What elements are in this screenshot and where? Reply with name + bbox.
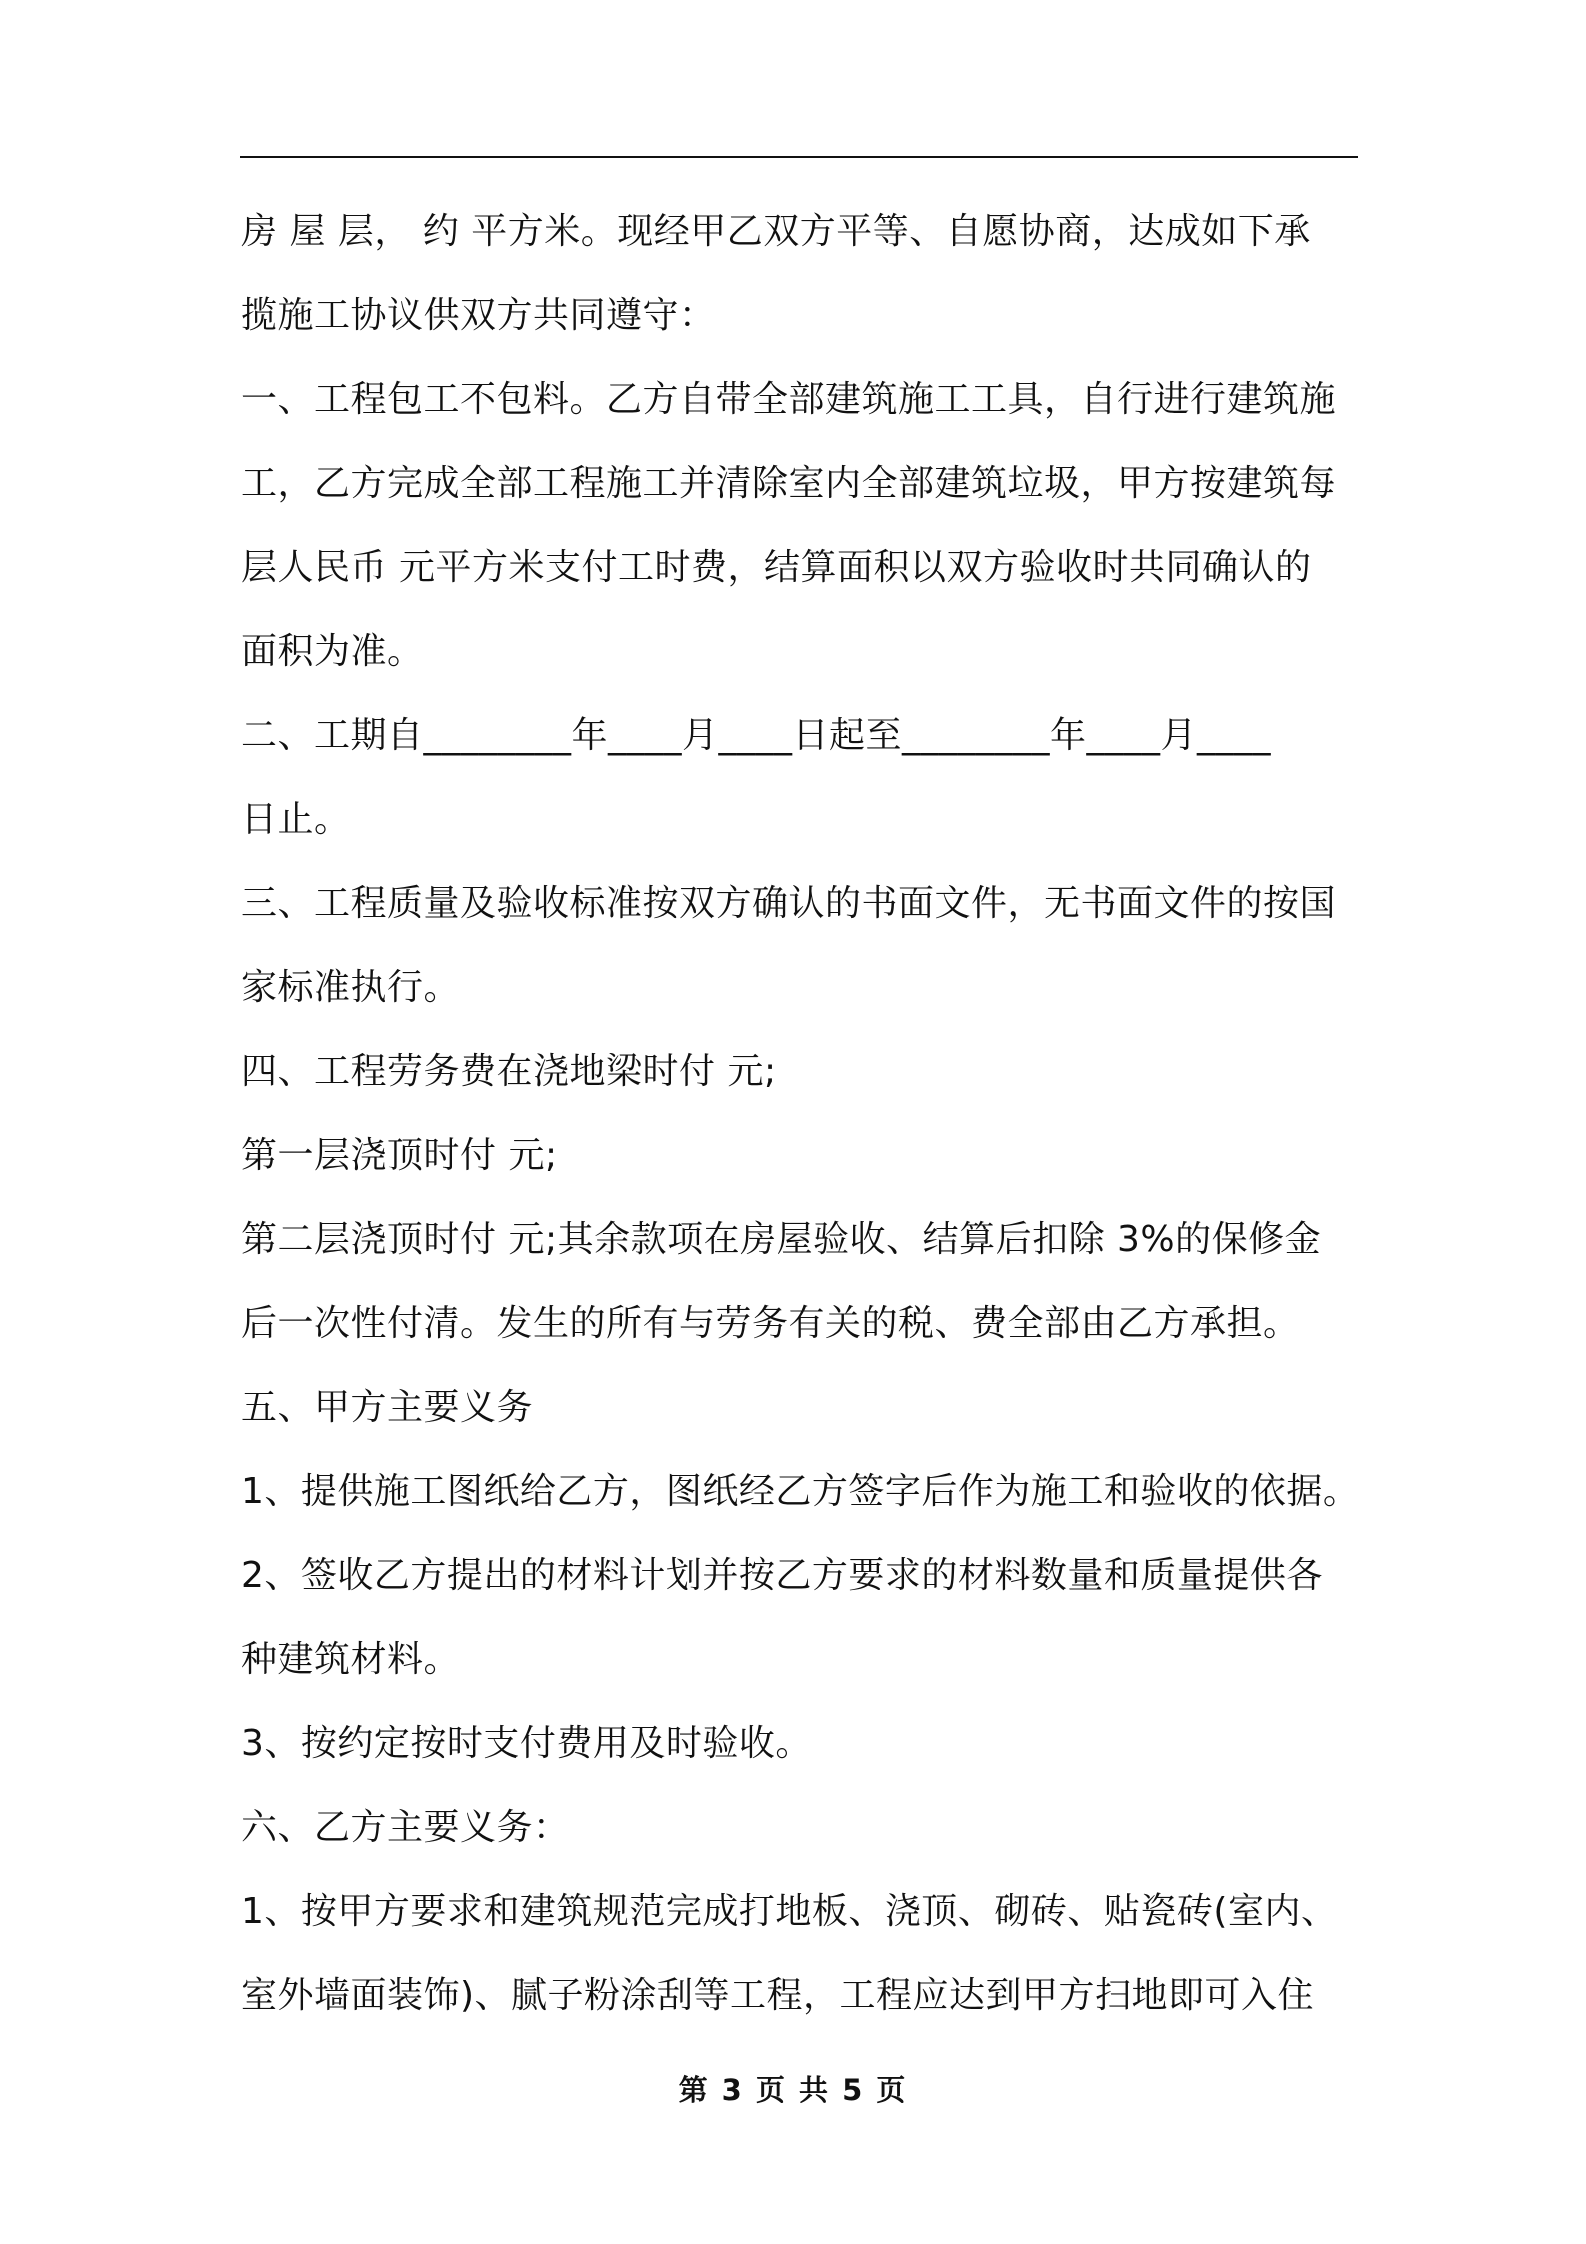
text-line: 四、工程劳务费在浇地梁时付 元; — [241, 1051, 777, 1092]
text-line: 1、提供施工图纸给乙方，图纸经乙方签字后作为施工和验收的依据。 — [241, 1471, 1360, 1512]
text-line: 揽施工协议供双方共同遵守： — [241, 295, 716, 336]
text-line: 房 屋 层， 约 平方米。现经甲乙双方平等、自愿协商，达成如下承 — [241, 211, 1311, 252]
text-line: 第二层浇顶时付 元;其余款项在房屋验收、结算后扣除 3%的保修金 — [241, 1219, 1322, 1260]
text-line: 层人民币 元平方米支付工时费，结算面积以双方验收时共同确认的 — [241, 547, 1312, 588]
page-number-footer: 第 3 页 共 5 页 — [678, 2073, 908, 2107]
text-line: 二、工期自________年____月____日起至________年____月____ — [241, 715, 1272, 756]
text-line: 一、工程包工不包料。乙方自带全部建筑施工工具，自行进行建筑施 — [241, 379, 1337, 420]
text-line: 3、按约定按时支付费用及时验收。 — [241, 1723, 812, 1764]
text-line: 日止。 — [241, 799, 351, 840]
text-line: 五、甲方主要义务 — [241, 1387, 534, 1428]
text-line: 种建筑材料。 — [241, 1639, 461, 1680]
text-line: 六、乙方主要义务： — [241, 1807, 570, 1848]
header-divider — [240, 156, 1358, 158]
text-line: 2、签收乙方提出的材料计划并按乙方要求的材料数量和质量提供各 — [241, 1555, 1323, 1596]
text-line: 室外墙面装饰)、腻子粉涂刮等工程，工程应达到甲方扫地即可入住 — [241, 1975, 1315, 2016]
text-line: 家标准执行。 — [241, 967, 461, 1008]
document-body — [241, 190, 1441, 2038]
text-line: 三、工程质量及验收标准按双方确认的书面文件，无书面文件的按国 — [241, 883, 1337, 924]
text-line: 第一层浇顶时付 元; — [241, 1135, 558, 1176]
text-line: 面积为准。 — [241, 631, 424, 672]
text-line: 工，乙方完成全部工程施工并清除室内全部建筑垃圾，甲方按建筑每 — [241, 463, 1337, 504]
text-line: 1、按甲方要求和建筑规范完成打地板、浇顶、砌砖、贴瓷砖(室内、 — [241, 1891, 1338, 1932]
text-line: 后一次性付清。发生的所有与劳务有关的税、费全部由乙方承担。 — [241, 1303, 1300, 1344]
